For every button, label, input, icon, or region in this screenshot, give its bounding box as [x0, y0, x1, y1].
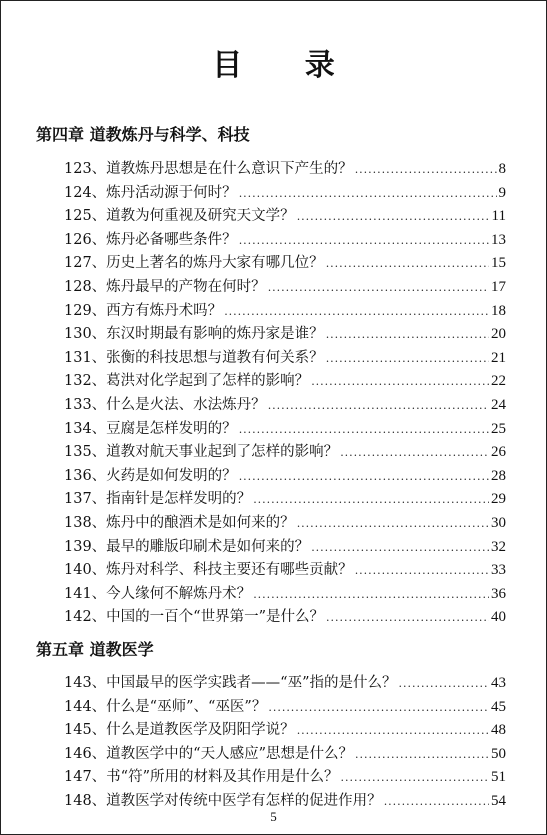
toc-entry[interactable] — [64, 487, 506, 511]
leader-dots — [326, 611, 489, 624]
leader-dots — [239, 470, 489, 483]
toc-entry-label: 125、道教为何重视及研究天文学？ — [64, 208, 295, 225]
leader-dots — [355, 748, 489, 761]
toc-entry[interactable] — [64, 464, 506, 488]
toc-entry[interactable] — [64, 299, 506, 323]
chapter-heading-5: 第五章 道教医学 — [36, 640, 154, 659]
chapter-4-entries — [64, 157, 506, 629]
toc-entry-label: 142、中国的一百个“世界第一”是什么？ — [64, 609, 325, 626]
toc-entry-label: 129、西方有炼丹术吗？ — [64, 302, 223, 319]
leader-dots — [268, 701, 489, 714]
toc-entry-label: 127、历史上著名的炼丹大家有哪几位？ — [64, 255, 324, 272]
toc-entry[interactable] — [64, 511, 506, 535]
leader-dots — [239, 423, 489, 436]
toc-entry-label: 138、炼丹中的酿酒术是如何来的？ — [64, 514, 295, 531]
toc-entry[interactable] — [64, 204, 506, 228]
toc-entry-label: 130、东汉时期最有影响的炼丹家是谁？ — [64, 326, 324, 343]
leader-dots — [268, 399, 489, 412]
page-title: 目 录 — [212, 48, 361, 83]
toc-entry-label: 136、火药是如何发明的？ — [64, 467, 237, 484]
leader-dots — [268, 281, 489, 294]
toc-entry-label: 148、道教医学对传统中医学有怎样的促进作用？ — [64, 792, 382, 809]
chapter-heading-4: 第四章 道教炼丹与科学、科技 — [36, 125, 250, 144]
toc-entry-label: 135、道教对航天事业起到了怎样的影响？ — [64, 444, 339, 461]
toc-entry[interactable] — [64, 718, 506, 742]
toc-entry-label: 143、中国最早的医学实践者——“巫”指的是什么？ — [64, 675, 397, 691]
leader-dots — [326, 257, 489, 270]
leader-dots — [239, 234, 489, 247]
leader-dots — [326, 352, 489, 365]
toc-entry[interactable] — [64, 605, 506, 629]
toc-entry-page: 26 — [491, 444, 506, 461]
toc-entry[interactable] — [64, 765, 506, 789]
toc-entry-label: 139、最早的雕版印刷术是如何来的？ — [64, 538, 310, 555]
toc-entry-page: 13 — [491, 231, 506, 248]
toc-entry[interactable] — [64, 275, 506, 299]
leader-dots — [311, 541, 489, 554]
toc-entry-page: 29 — [491, 491, 506, 508]
toc-entry[interactable] — [64, 346, 506, 370]
toc-entry-label: 133、什么是火法、水法炼丹？ — [64, 396, 266, 413]
leader-dots — [253, 493, 489, 506]
toc-entry-page: 33 — [491, 562, 506, 579]
toc-entry-page: 36 — [491, 585, 506, 602]
toc-entry-label: 137、指南针是怎样发明的？ — [64, 491, 252, 508]
toc-entry[interactable] — [64, 558, 506, 582]
toc-entry-label: 140、炼丹对科学、科技主要还有哪些贡献？ — [64, 562, 353, 579]
toc-entry-label: 123、道教炼丹思想是在什么意识下产生的？ — [64, 161, 353, 177]
toc-entry-page: 15 — [491, 255, 506, 272]
toc-entry-page: 17 — [491, 278, 506, 295]
toc-entry-page: 9 — [498, 184, 506, 201]
page-number: 5 — [270, 809, 277, 824]
toc-entry-page: 51 — [491, 769, 506, 786]
toc-entry[interactable] — [64, 251, 506, 275]
toc-entry-page: 24 — [491, 396, 506, 413]
toc-entry[interactable] — [64, 695, 506, 719]
leader-dots — [224, 305, 489, 318]
toc-entry-label: 147、书“符”所用的材料及其作用是什么？ — [64, 769, 339, 786]
leader-dots — [253, 588, 489, 601]
toc-entry-label: 124、炼丹活动源于何时？ — [64, 184, 237, 201]
toc-entry-page: 18 — [491, 302, 506, 319]
leader-dots — [297, 210, 490, 223]
toc-entry[interactable] — [64, 742, 506, 766]
toc-entry-label: 134、豆腐是怎样发明的？ — [64, 420, 237, 437]
leader-dots — [239, 187, 497, 200]
toc-entry[interactable] — [64, 369, 506, 393]
toc-entry-label: 144、什么是“巫师”、“巫医”？ — [64, 698, 267, 715]
toc-entry-page: 11 — [491, 208, 506, 225]
toc-entry-page: 54 — [491, 792, 506, 809]
toc-entry-page: 40 — [491, 609, 506, 626]
toc-entry-label: 146、道教医学中的“天人感应”思想是什么？ — [64, 745, 354, 762]
toc-entry-label: 132、葛洪对化学起到了怎样的影响？ — [64, 373, 310, 390]
toc-entry[interactable] — [64, 671, 506, 695]
toc-entry[interactable] — [64, 393, 506, 417]
toc-entry[interactable] — [64, 157, 506, 181]
toc-entry-label: 128、炼丹最早的产物在何时？ — [64, 278, 266, 295]
toc-entry-page: 43 — [491, 675, 506, 691]
chapter-5-entries — [64, 671, 506, 813]
toc-entry-page: 21 — [491, 349, 506, 366]
leader-dots — [341, 771, 489, 784]
leader-dots — [355, 564, 489, 577]
toc-entry-page: 20 — [491, 326, 506, 343]
toc-entry[interactable] — [64, 228, 506, 252]
leader-dots — [311, 375, 489, 388]
leader-dots — [297, 517, 489, 530]
toc-entry-label: 145、什么是道教医学及阴阳学说？ — [64, 722, 295, 739]
toc-entry-page: 8 — [498, 161, 506, 177]
toc-entry[interactable] — [64, 417, 506, 441]
toc-entry[interactable] — [64, 322, 506, 346]
toc-entry-label: 141、今人缘何不解炼丹术？ — [64, 585, 252, 602]
leader-dots — [340, 446, 489, 459]
leader-dots — [355, 163, 497, 176]
toc-entry-page: 48 — [491, 722, 506, 739]
leader-dots — [399, 677, 489, 690]
toc-entry-page: 32 — [491, 538, 506, 555]
leader-dots — [384, 795, 489, 808]
toc-entry[interactable] — [64, 181, 506, 205]
leader-dots — [297, 724, 489, 737]
leader-dots — [326, 328, 489, 341]
toc-entry-label: 131、张衡的科技思想与道教有何关系？ — [64, 349, 324, 366]
toc-entry-page: 45 — [491, 698, 506, 715]
toc-entry-page: 30 — [491, 514, 506, 531]
toc-entry[interactable] — [64, 535, 506, 559]
toc-entry-page: 22 — [491, 373, 506, 390]
toc-entry[interactable] — [64, 582, 506, 606]
toc-entry-page: 50 — [491, 745, 506, 762]
toc-entry[interactable] — [64, 440, 506, 464]
toc-entry-page: 25 — [491, 420, 506, 437]
toc-entry-page: 28 — [491, 467, 506, 484]
toc-entry-label: 126、炼丹必备哪些条件？ — [64, 231, 237, 248]
